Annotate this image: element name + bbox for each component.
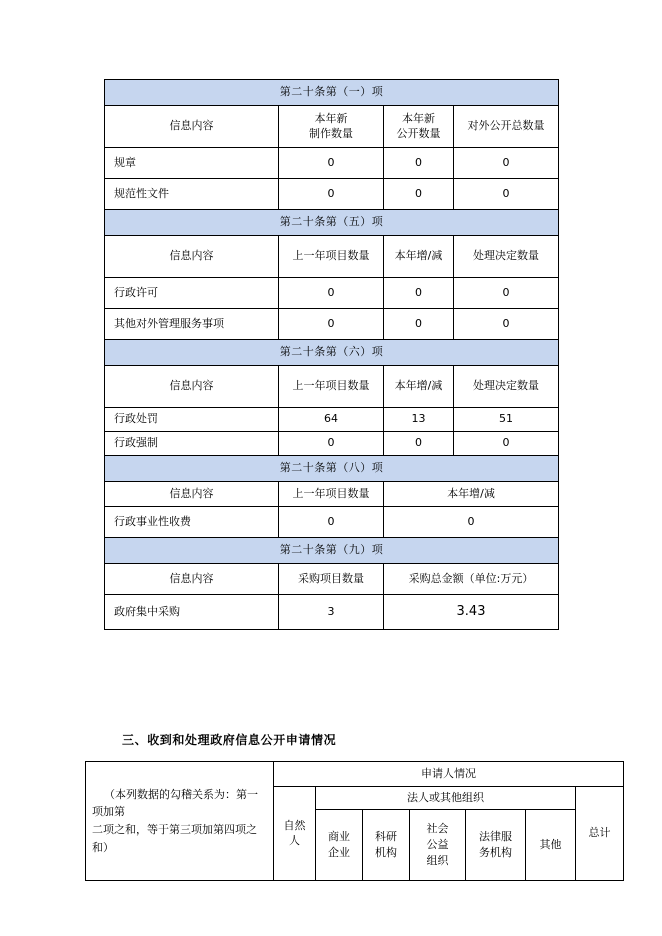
row-value: 0 <box>384 148 454 179</box>
row-label: 政府集中采购 <box>105 595 279 630</box>
row-value: 0 <box>384 278 454 309</box>
header-line-1: 科研 <box>375 830 397 844</box>
row-value: 0 <box>384 309 454 340</box>
row-value: 0 <box>454 432 559 456</box>
row-value: 0 <box>454 179 559 210</box>
column-header-row <box>105 106 559 148</box>
column-header-info-content: 信息内容 <box>105 236 279 278</box>
table-row <box>105 148 559 179</box>
note-line-1: （本列数据的勾稽关系为：第一项加第 <box>92 787 258 819</box>
section-title: 第二十条第（九）项 <box>105 538 559 564</box>
row-value: 0 <box>279 278 384 309</box>
header-line-2: 机构 <box>375 846 397 859</box>
table-row <box>105 278 559 309</box>
section-header-row <box>105 80 559 106</box>
row-value: 64 <box>279 408 384 432</box>
applicant-situation-table <box>85 761 624 881</box>
page-section-heading: 三、收到和处理政府信息公开申请情况 <box>122 733 337 747</box>
column-header-other: 其他 <box>526 810 576 881</box>
row-label: 行政许可 <box>105 278 279 309</box>
header-line-1: 商业 <box>328 830 350 844</box>
column-header-info-content: 信息内容 <box>105 482 279 507</box>
table-row <box>105 432 559 456</box>
column-header-year-change: 本年增/减 <box>384 366 454 408</box>
row-value: 0 <box>454 278 559 309</box>
row-value: 0 <box>384 432 454 456</box>
legal-entity-group-header: 法人或其他组织 <box>316 787 576 810</box>
section-title: 第二十条第（六）项 <box>105 340 559 366</box>
column-header-natural-person <box>274 787 316 881</box>
row-value: 0 <box>454 148 559 179</box>
section-title: 第二十条第（五）项 <box>105 210 559 236</box>
header-line-2: 人 <box>289 833 300 847</box>
section-header-row <box>105 210 559 236</box>
row-value: 13 <box>384 408 454 432</box>
row-value: 0 <box>279 507 384 538</box>
column-header-info-content: 信息内容 <box>105 564 279 595</box>
section-header-row <box>105 538 559 564</box>
header-line-2: 公益 <box>426 838 449 852</box>
row-value: 0 <box>279 309 384 340</box>
column-header-new-created <box>279 106 384 148</box>
column-header-prev-year-count: 上一年项目数量 <box>279 482 384 507</box>
government-info-statistics-table <box>104 79 559 630</box>
column-header-legal-service-org <box>466 810 526 881</box>
column-header-row <box>105 366 559 408</box>
row-value: 3 <box>279 595 384 630</box>
row-label: 其他对外管理服务事项 <box>105 309 279 340</box>
applicant-group-header-row <box>86 762 624 787</box>
row-value: 51 <box>454 408 559 432</box>
column-header-decision-count: 处理决定数量 <box>454 236 559 278</box>
checksum-note-cell <box>86 762 274 881</box>
table-row <box>105 179 559 210</box>
column-header-new-published <box>384 106 454 148</box>
row-value: 0 <box>279 148 384 179</box>
row-label: 行政事业性收费 <box>105 507 279 538</box>
header-line-2: 公开数量 <box>396 126 441 140</box>
column-header-total-published: 对外公开总数量 <box>454 106 559 148</box>
column-header-row <box>105 482 559 507</box>
section-header-row <box>105 456 559 482</box>
section-header-row <box>105 340 559 366</box>
column-header-procurement-count: 采购项目数量 <box>279 564 384 595</box>
column-header-social-welfare-org <box>410 810 466 881</box>
applicant-situation-header: 申请人情况 <box>274 762 624 787</box>
header-line-2: 务机构 <box>479 846 512 859</box>
table-row <box>105 595 559 630</box>
header-line-2: 企业 <box>328 846 350 859</box>
header-line-1: 本年新 <box>402 111 435 125</box>
column-header-prev-year-count: 上一年项目数量 <box>279 236 384 278</box>
table-row <box>105 309 559 340</box>
row-value: 0 <box>384 179 454 210</box>
column-header-decision-count: 处理决定数量 <box>454 366 559 408</box>
column-header-year-change: 本年增/减 <box>384 236 454 278</box>
note-line-2: 二项之和，等于第三项加第四项之和） <box>92 823 257 854</box>
header-line-1: 法律服 <box>479 830 512 844</box>
row-value: 0 <box>454 309 559 340</box>
column-header-total: 总计 <box>576 787 624 881</box>
row-value: 0 <box>279 432 384 456</box>
header-line-2: 制作数量 <box>309 126 353 140</box>
header-line-1: 本年新 <box>314 111 348 125</box>
row-value: 3.43 <box>384 595 559 630</box>
column-header-info-content: 信息内容 <box>105 106 279 148</box>
header-line-3: 组织 <box>426 853 449 867</box>
column-header-row <box>105 564 559 595</box>
row-label: 规章 <box>105 148 279 179</box>
header-line-1: 自然 <box>283 818 306 832</box>
column-header-row <box>105 236 559 278</box>
section-title: 第二十条第（八）项 <box>105 456 559 482</box>
column-header-prev-year-count: 上一年项目数量 <box>279 366 384 408</box>
row-value: 0 <box>384 507 559 538</box>
column-header-year-change: 本年增/减 <box>384 482 559 507</box>
table-row <box>105 507 559 538</box>
table-row <box>105 408 559 432</box>
column-header-procurement-amount: 采购总金额（单位:万元） <box>384 564 559 595</box>
column-header-research-institute <box>363 810 410 881</box>
row-label: 行政强制 <box>105 432 279 456</box>
row-label: 规范性文件 <box>105 179 279 210</box>
column-header-info-content: 信息内容 <box>105 366 279 408</box>
header-line-1: 社会 <box>426 822 449 836</box>
row-value: 0 <box>279 179 384 210</box>
row-label: 行政处罚 <box>105 408 279 432</box>
column-header-commercial-enterprise <box>316 810 363 881</box>
section-title: 第二十条第（一）项 <box>105 80 559 106</box>
